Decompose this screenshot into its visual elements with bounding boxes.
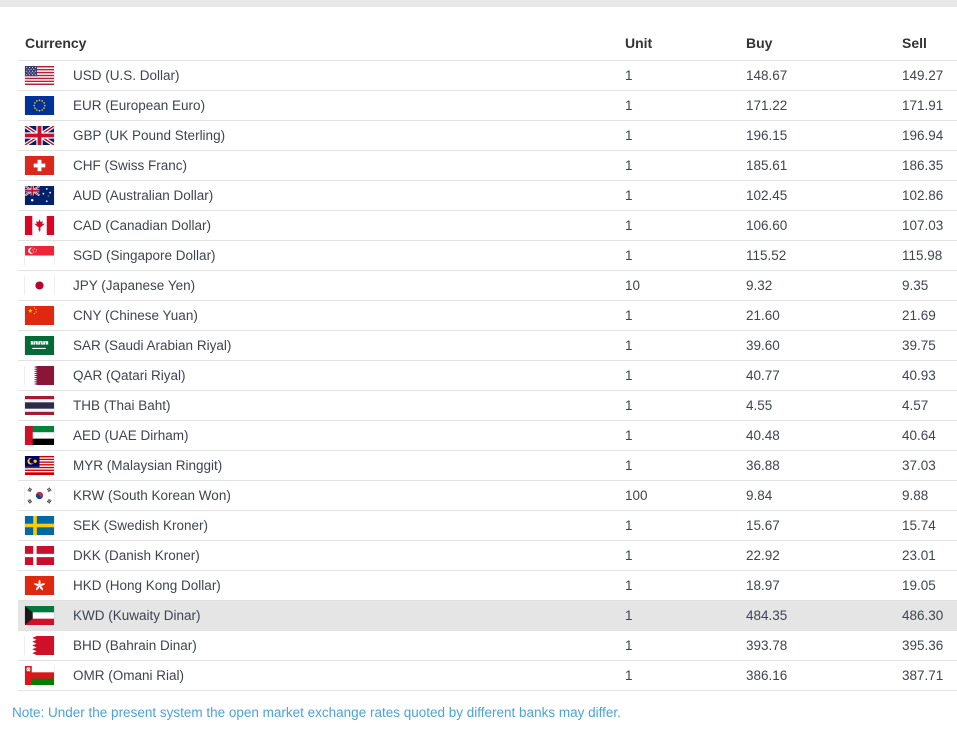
currency-label: DKK (Danish Kroner) xyxy=(73,548,200,563)
table-row[interactable] xyxy=(18,661,957,691)
sell-value: 9.35 xyxy=(902,278,929,293)
sell-value: 23.01 xyxy=(902,548,936,563)
unit-value: 1 xyxy=(625,428,633,443)
flag-chf-icon xyxy=(25,156,54,175)
flag-sek-icon xyxy=(25,516,54,535)
flag-eur-icon xyxy=(25,96,54,115)
buy-value: 148.67 xyxy=(746,68,788,83)
sell-value: 40.64 xyxy=(902,428,936,443)
sell-value: 171.91 xyxy=(902,98,944,113)
currency-label: CHF (Swiss Franc) xyxy=(73,158,187,173)
currency-label: KWD (Kuwaity Dinar) xyxy=(73,608,201,623)
sell-value: 149.27 xyxy=(902,68,944,83)
table-body xyxy=(18,61,957,691)
unit-value: 1 xyxy=(625,398,633,413)
disclaimer-note: Note: Under the present system the open market exchange rates quoted by different banks may differ. xyxy=(12,705,621,720)
sell-value: 107.03 xyxy=(902,218,944,233)
unit-value: 1 xyxy=(625,518,633,533)
currency-label: QAR (Qatari Riyal) xyxy=(73,368,186,383)
table-row[interactable] xyxy=(18,241,957,271)
unit-value: 1 xyxy=(625,308,633,323)
unit-value: 1 xyxy=(625,248,633,263)
column-header-buy: Buy xyxy=(746,35,773,51)
buy-value: 15.67 xyxy=(746,518,780,533)
unit-value: 1 xyxy=(625,638,633,653)
currency-label: MYR (Malaysian Ringgit) xyxy=(73,458,223,473)
sell-value: 21.69 xyxy=(902,308,936,323)
buy-value: 171.22 xyxy=(746,98,788,113)
flag-myr-icon xyxy=(25,456,54,475)
table-row[interactable] xyxy=(18,301,957,331)
currency-label: SGD (Singapore Dollar) xyxy=(73,248,216,263)
flag-omr-icon xyxy=(25,666,54,685)
currency-label: CNY (Chinese Yuan) xyxy=(73,308,198,323)
buy-value: 18.97 xyxy=(746,578,780,593)
buy-value: 40.48 xyxy=(746,428,780,443)
sell-value: 15.74 xyxy=(902,518,936,533)
table-row[interactable] xyxy=(18,91,957,121)
flag-sgd-icon xyxy=(25,246,54,265)
currency-label: AED (UAE Dirham) xyxy=(73,428,189,443)
currency-label: CAD (Canadian Dollar) xyxy=(73,218,212,233)
unit-value: 1 xyxy=(625,68,633,83)
currency-label: OMR (Omani Rial) xyxy=(73,668,185,683)
currency-label: SAR (Saudi Arabian Riyal) xyxy=(73,338,232,353)
buy-value: 386.16 xyxy=(746,668,788,683)
buy-value: 21.60 xyxy=(746,308,780,323)
buy-value: 22.92 xyxy=(746,548,780,563)
currency-label: USD (U.S. Dollar) xyxy=(73,68,180,83)
currency-label: SEK (Swedish Kroner) xyxy=(73,518,209,533)
table-row[interactable] xyxy=(18,151,957,181)
table-row[interactable] xyxy=(18,631,957,661)
unit-value: 1 xyxy=(625,368,633,383)
flag-dkk-icon xyxy=(25,546,54,565)
buy-value: 36.88 xyxy=(746,458,780,473)
table-row[interactable] xyxy=(18,361,957,391)
currency-label: BHD (Bahrain Dinar) xyxy=(73,638,197,653)
unit-value: 1 xyxy=(625,188,633,203)
flag-usd-icon xyxy=(25,66,54,85)
buy-value: 39.60 xyxy=(746,338,780,353)
table-row[interactable] xyxy=(18,481,957,511)
sell-value: 40.93 xyxy=(902,368,936,383)
unit-value: 1 xyxy=(625,578,633,593)
buy-value: 185.61 xyxy=(746,158,788,173)
buy-value: 196.15 xyxy=(746,128,788,143)
table-row[interactable] xyxy=(18,391,957,421)
sell-value: 4.57 xyxy=(902,398,929,413)
flag-cad-icon xyxy=(25,216,54,235)
sell-value: 115.98 xyxy=(902,248,943,263)
unit-value: 100 xyxy=(625,488,648,503)
currency-label: THB (Thai Baht) xyxy=(73,398,171,413)
flag-jpy-icon xyxy=(25,276,54,295)
table-row[interactable] xyxy=(18,211,957,241)
flag-cny-icon xyxy=(25,306,54,325)
table-row[interactable] xyxy=(18,271,957,301)
buy-value: 4.55 xyxy=(746,398,773,413)
currency-label: HKD (Hong Kong Dollar) xyxy=(73,578,221,593)
flag-gbp-icon xyxy=(25,126,54,145)
flag-bhd-icon xyxy=(25,636,54,655)
sell-value: 395.36 xyxy=(902,638,944,653)
unit-value: 1 xyxy=(625,608,633,623)
flag-qar-icon xyxy=(25,366,54,385)
flag-hkd-icon xyxy=(25,576,54,595)
buy-value: 484.35 xyxy=(746,608,788,623)
column-header-unit: Unit xyxy=(625,35,653,51)
sell-value: 486.30 xyxy=(902,608,944,623)
column-header-sell: Sell xyxy=(902,35,927,51)
buy-value: 9.32 xyxy=(746,278,773,293)
flag-aud-icon xyxy=(25,186,54,205)
column-header-currency: Currency xyxy=(25,35,87,51)
table-row[interactable] xyxy=(18,331,957,361)
table-row[interactable] xyxy=(18,421,957,451)
buy-value: 9.84 xyxy=(746,488,773,503)
flag-thb-icon xyxy=(25,396,54,415)
buy-value: 102.45 xyxy=(746,188,788,203)
unit-value: 1 xyxy=(625,668,633,683)
sell-value: 196.94 xyxy=(902,128,944,143)
unit-value: 1 xyxy=(625,218,633,233)
sell-value: 9.88 xyxy=(902,488,929,503)
unit-value: 1 xyxy=(625,338,633,353)
sell-value: 39.75 xyxy=(902,338,936,353)
table-row[interactable] xyxy=(18,61,957,91)
currency-label: EUR (European Euro) xyxy=(73,98,206,113)
buy-value: 393.78 xyxy=(746,638,788,653)
unit-value: 1 xyxy=(625,128,633,143)
table-row[interactable] xyxy=(18,121,957,151)
currency-label: JPY (Japanese Yen) xyxy=(73,278,196,293)
table-row[interactable] xyxy=(18,601,957,631)
exchange-rates-table xyxy=(18,7,957,691)
sell-value: 102.86 xyxy=(902,188,944,203)
buy-value: 40.77 xyxy=(746,368,780,383)
flag-krw-icon xyxy=(25,486,54,505)
buy-value: 115.52 xyxy=(746,248,787,263)
unit-value: 10 xyxy=(625,278,641,293)
flag-kwd-icon xyxy=(25,606,54,625)
sell-value: 186.35 xyxy=(902,158,944,173)
unit-value: 1 xyxy=(625,158,633,173)
flag-aed-icon xyxy=(25,426,54,445)
table-header-row xyxy=(18,7,957,61)
table-row[interactable] xyxy=(18,541,957,571)
sell-value: 387.71 xyxy=(902,668,944,683)
unit-value: 1 xyxy=(625,548,633,563)
sell-value: 19.05 xyxy=(902,578,936,593)
table-row[interactable] xyxy=(18,181,957,211)
flag-sar-icon xyxy=(25,336,54,355)
unit-value: 1 xyxy=(625,98,633,113)
table-row[interactable] xyxy=(18,511,957,541)
sell-value: 37.03 xyxy=(902,458,936,473)
top-divider xyxy=(0,0,957,7)
currency-label: GBP (UK Pound Sterling) xyxy=(73,128,226,143)
currency-label: KRW (South Korean Won) xyxy=(73,488,231,503)
table-row[interactable] xyxy=(18,451,957,481)
unit-value: 1 xyxy=(625,458,633,473)
currency-label: AUD (Australian Dollar) xyxy=(73,188,214,203)
table-row[interactable] xyxy=(18,571,957,601)
buy-value: 106.60 xyxy=(746,218,788,233)
